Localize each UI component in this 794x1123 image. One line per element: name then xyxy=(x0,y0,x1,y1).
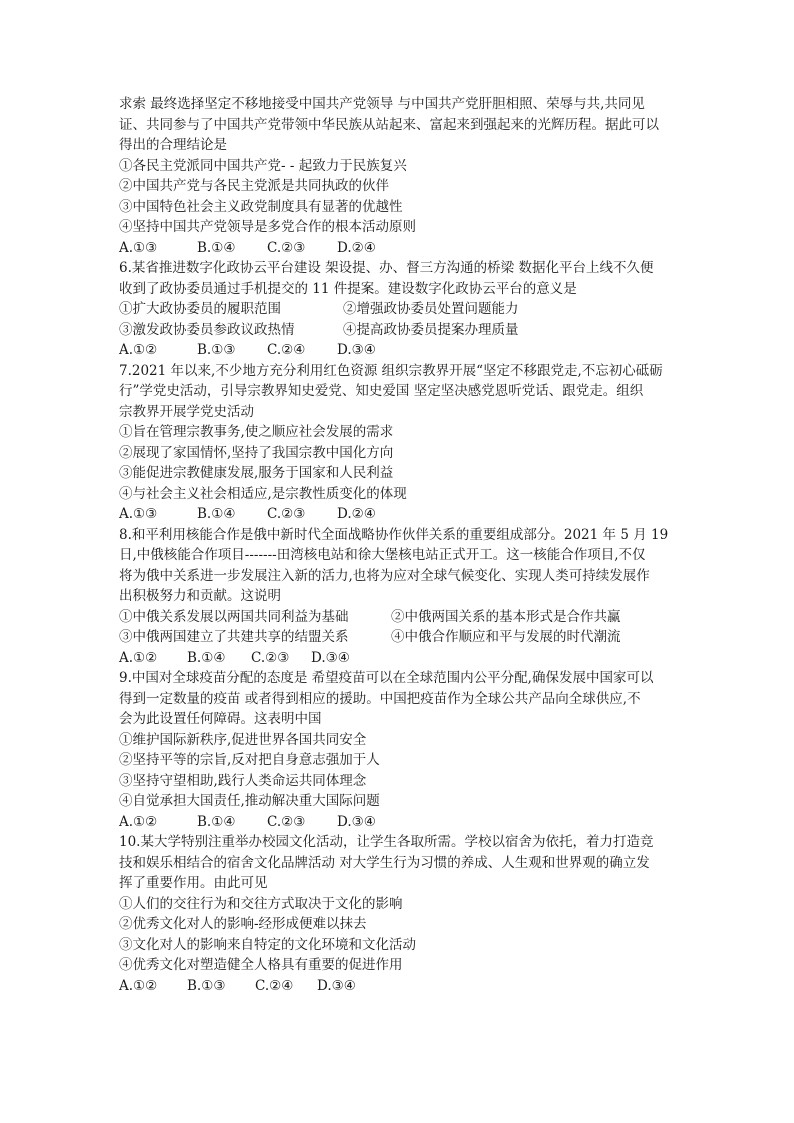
stem-line: 7.2021 年以来,不少地方充分利用红色资源 组织宗教界开展“坚定不移跟党走,不忘初心砥砺 xyxy=(119,362,663,379)
stem-line: 技和娱乐相结合的宿舍文化品牌活动 对大学生行为习惯的养成、人生观和世界观的确立发 xyxy=(119,854,650,871)
option-1: ①人们的交往行为和交往方式取决于文化的影响 xyxy=(119,895,403,912)
option-2: ②增强政协委员处置问题能力 xyxy=(343,301,519,317)
answer-c: C.②④ xyxy=(255,977,294,994)
answer-b: B.①③ xyxy=(187,977,226,994)
answer-b: B.①④ xyxy=(197,239,236,256)
stem-line: 挥了重要作用。由此可见 xyxy=(119,875,268,891)
answer-b: B.①③ xyxy=(197,342,236,358)
answer-d: D.②④ xyxy=(337,506,376,522)
answer-c: C.②④ xyxy=(267,342,306,358)
option-3: ③文化对人的影响来自特定的文化环境和文化活动 xyxy=(119,936,416,953)
stem-line: 证、共同参与了中国共产党带领中华民族从站起来、富起来到强起来的光辉历程。据此可以 xyxy=(119,116,659,133)
stem-line: 行”学党史活动，引导宗教界知史爱党、知史爱国 坚定坚决感党恩听党话、跟党走。组织 xyxy=(119,383,644,399)
stem-line: 将为俄中关系进一步发展注入新的活力,也将为应对全球气候变化、实现人类可持续发展作 xyxy=(119,567,650,584)
question-5-continued xyxy=(119,94,679,258)
answer-d: D.③④ xyxy=(311,649,350,666)
answer-a: A.①③ xyxy=(119,506,158,522)
option-2: ②展现了家国情怀,坚持了我国宗教中国化方向 xyxy=(119,444,394,461)
stem-line: 得到一定数量的疫苗 或者得到相应的援助。中国把疫苗作为全球公共产品向全球供应,不 xyxy=(119,690,641,707)
option-2: ②中俄两国关系的基本形式是合作共赢 xyxy=(391,608,621,625)
answer-d: D.③④ xyxy=(337,813,376,830)
answer-b: B.①④ xyxy=(197,506,236,522)
answer-a: A.①② xyxy=(119,813,158,830)
stem-line: 求索 最终选择坚定不移地接受中国共产党领导 与中国共产党肝胆相照、荣辱与共,共同见 xyxy=(119,96,645,112)
answer-a: A.①② xyxy=(119,649,158,666)
stem-line: 得出的合理结论是 xyxy=(119,137,227,153)
answer-choices xyxy=(119,504,679,525)
option-4: ④与社会主义社会相适应,是宗教性质变化的体现 xyxy=(119,485,407,502)
answer-d: D.②④ xyxy=(337,239,376,256)
answer-a: A.①③ xyxy=(119,239,158,256)
stem-line: 会为此设置任何障碍。这表明中国 xyxy=(119,711,322,727)
option-3: ③中国特色社会主义政党制度具有显著的优越性 xyxy=(119,198,403,215)
option-row xyxy=(119,607,679,628)
option-1: ①维护国际新秩序,促进世界各国共同安全 xyxy=(119,731,367,748)
exam-page xyxy=(119,94,679,996)
stem-line: 宗教界开展学党史活动 xyxy=(119,403,254,420)
answer-a: A.①② xyxy=(119,342,158,358)
stem-line: 8.和平利用核能合作是俄中新时代全面战略协作伙伴关系的重要组成部分。2021 年 5 月 19 xyxy=(119,526,669,543)
answer-choices xyxy=(119,812,679,833)
answer-choices xyxy=(119,976,679,997)
option-2: ②优秀文化对人的影响-经形成便难以抹去 xyxy=(119,916,367,932)
answer-d: D.③④ xyxy=(337,342,376,358)
option-4: ④坚持中国共产党领导是多党合作的根本活动原则 xyxy=(119,219,416,235)
question-10 xyxy=(119,832,679,996)
answer-c: C.②③ xyxy=(267,239,306,256)
question-8 xyxy=(119,525,679,669)
option-2: ②中国共产党与各民主党派是共同执政的伙伴 xyxy=(119,178,389,194)
option-1: ①各民主党派同中国共产党- - 起致力于民族复兴 xyxy=(119,157,407,174)
option-row xyxy=(119,299,679,320)
question-6 xyxy=(119,258,679,361)
stem-line: 出积极努力和贡献。这说明 xyxy=(119,588,281,604)
stem-line: 10.某大学特别注重举办校园文化活动，让学生各取所需。学校以宿舍为依托，着力打造竞 xyxy=(119,834,654,850)
answer-c: C.②③ xyxy=(267,506,306,522)
option-3: ③坚持守望相助,践行人类命运共同体理念 xyxy=(119,772,367,789)
question-9 xyxy=(119,668,679,832)
option-4: ④优秀文化对塑造健全人格具有重要的促进作用 xyxy=(119,957,403,973)
option-1: ①中俄关系发展以两国共同利益为基础 xyxy=(119,608,349,625)
answer-d: D.③④ xyxy=(317,977,356,994)
option-1: ①旨在管理宗教事务,使之顺应社会发展的需求 xyxy=(119,424,394,440)
option-3: ③中俄两国建立了共建共享的结盟关系 xyxy=(119,629,349,645)
stem-line: 9.中国对全球疫苗分配的态度是 希望疫苗可以在全球范围内公平分配,确保发展中国家可以 xyxy=(119,670,654,686)
answer-c: C.②③ xyxy=(267,813,306,830)
option-4: ④中俄合作顺应和平与发展的时代潮流 xyxy=(391,629,621,645)
answer-choices xyxy=(119,648,679,669)
answer-b: B.①④ xyxy=(197,813,236,830)
option-1: ①扩大政协委员的履职范围 xyxy=(119,301,281,317)
option-4: ④提高政协委员提案办理质量 xyxy=(343,321,519,338)
option-2: ②坚持平等的宗旨,反对把自身意志强加于人 xyxy=(119,752,380,768)
option-3: ③激发政协委员参政议政热情 xyxy=(119,321,295,338)
option-3: ③能促进宗教健康发展,服务于国家和人民利益 xyxy=(119,465,394,481)
answer-c: C.②③ xyxy=(251,649,290,666)
option-row xyxy=(119,320,679,341)
question-7 xyxy=(119,361,679,525)
answer-b: B.①④ xyxy=(187,649,226,666)
option-4: ④自觉承担大国责任,推动解决重大国际问题 xyxy=(119,793,380,809)
stem-line: 日,中俄核能合作项目-------田湾核电站和徐大堡核电站正式开工。这一核能合作项目,不仅 xyxy=(119,547,646,563)
answer-a: A.①② xyxy=(119,977,158,994)
stem-line: 收到了政协委员通过手机提交的 11 件提案。建设数字化政协云平台的意义是 xyxy=(119,280,577,297)
stem-line: 6.某省推进数字化政协云平台建设 架设提、办、督三方沟通的桥梁 数据化平台上线不久便 xyxy=(119,260,654,276)
answer-choices xyxy=(119,238,679,259)
answer-choices xyxy=(119,340,679,361)
option-row xyxy=(119,627,679,648)
